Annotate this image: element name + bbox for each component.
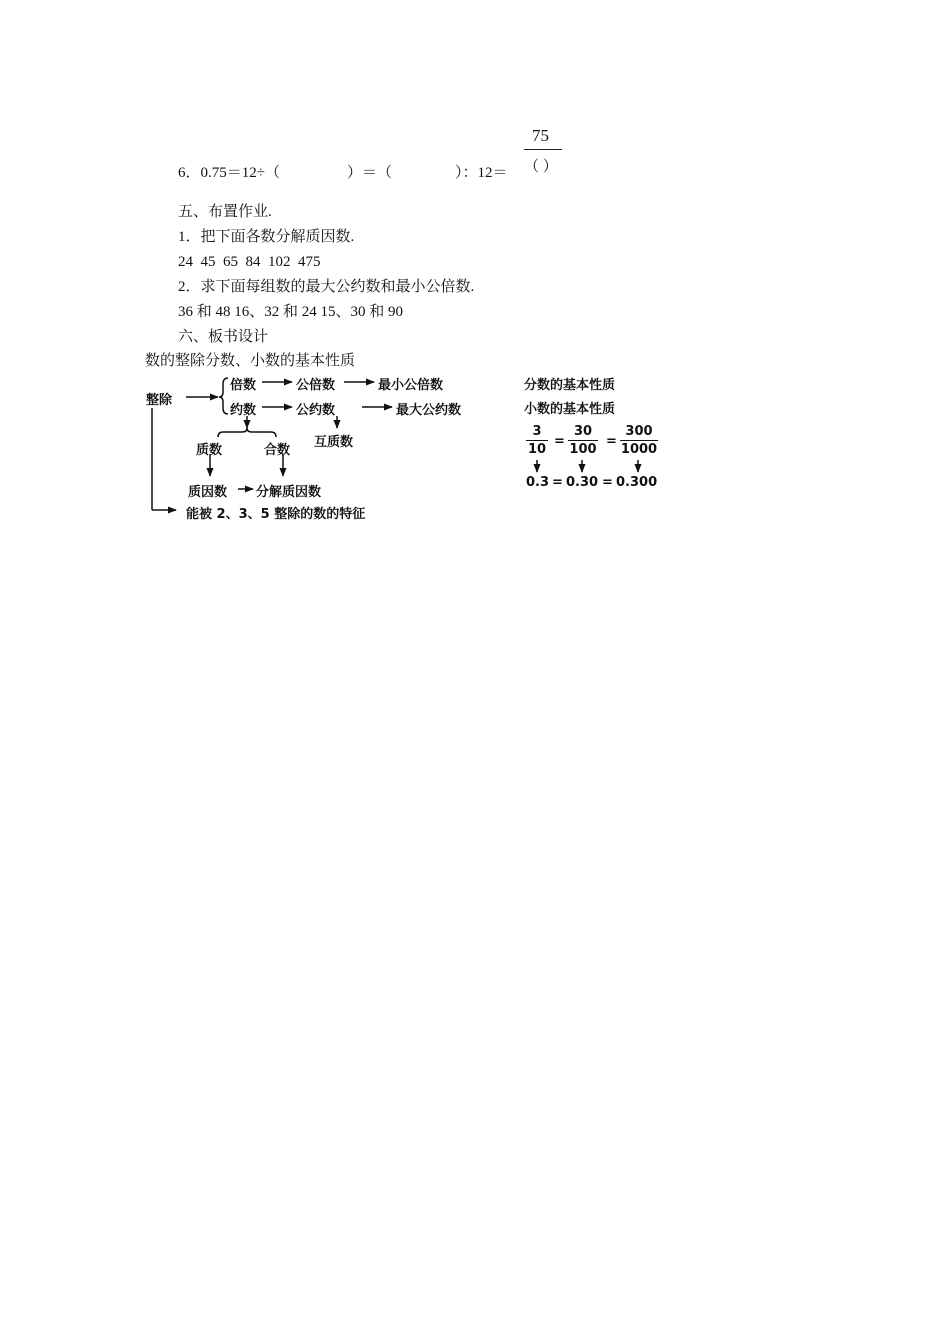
fraction-300-1000-bar bbox=[620, 440, 658, 441]
question-6-part3: ）：12＝ bbox=[455, 165, 508, 181]
decimal-0-3: 0.3 bbox=[526, 475, 550, 490]
fraction-3-10-numerator: 3 bbox=[532, 424, 542, 439]
decimal-0-30: 0.30 bbox=[566, 475, 599, 490]
fraction-3-10 bbox=[526, 424, 548, 457]
homework-numbers: 24 45 65 84 102 475 bbox=[178, 254, 321, 270]
question-6-part2: ）＝（ bbox=[347, 165, 393, 181]
node-prime-factor: 质因数 bbox=[188, 485, 228, 500]
fraction-bar bbox=[524, 149, 562, 150]
equals-sign-1: = bbox=[554, 434, 565, 449]
question-6-part1: 6．0.75＝12÷（ bbox=[178, 165, 280, 181]
fraction-30-100-numerator: 30 bbox=[573, 424, 593, 439]
node-prime: 质数 bbox=[196, 443, 223, 458]
equals-sign-3: = bbox=[552, 475, 563, 490]
section-6-subtitle: 数的整除分数、小数的基本性质 bbox=[145, 353, 356, 369]
node-divisibility-root: 整除 bbox=[146, 393, 173, 408]
decimal-property-label: 小数的基本性质 bbox=[524, 402, 616, 417]
fraction-300-1000-denominator: 1000 bbox=[620, 442, 658, 457]
homework-groups: 36 和 48 16、32 和 24 15、30 和 90 bbox=[178, 304, 404, 320]
decimal-0-300: 0.300 bbox=[616, 475, 658, 490]
fraction-denominator: （ ） bbox=[524, 159, 558, 175]
homework-item-1: 1．把下面各数分解质因数. bbox=[178, 229, 355, 245]
board-diagram bbox=[140, 368, 680, 528]
node-common-multiple: 公倍数 bbox=[296, 378, 336, 393]
node-lcm: 最小公倍数 bbox=[378, 378, 444, 393]
node-gcd: 最大公约数 bbox=[396, 403, 462, 418]
fraction-300-1000-numerator: 300 bbox=[625, 424, 653, 439]
fraction-numerator: 75 bbox=[532, 126, 549, 145]
node-coprime: 互质数 bbox=[314, 435, 354, 450]
node-multiple: 倍数 bbox=[230, 378, 257, 393]
section-5-title: 五、布置作业. bbox=[178, 204, 272, 220]
fraction-3-10-bar bbox=[526, 440, 548, 441]
fraction-3-10-denominator: 10 bbox=[527, 442, 547, 457]
section-6-title: 六、板书设计 bbox=[178, 329, 269, 345]
fraction-30-100 bbox=[568, 424, 598, 457]
node-divisibility-rules: 能被 2、3、5 整除的数的特征 bbox=[186, 507, 366, 522]
fraction-300-1000 bbox=[620, 424, 658, 457]
node-divisor: 约数 bbox=[230, 403, 257, 418]
node-composite: 合数 bbox=[264, 443, 291, 458]
node-factorize: 分解质因数 bbox=[256, 485, 322, 500]
fraction-30-100-bar bbox=[568, 440, 598, 441]
fraction-30-100-denominator: 100 bbox=[569, 442, 597, 457]
fraction-property-label: 分数的基本性质 bbox=[524, 378, 616, 393]
equals-sign-2: = bbox=[606, 434, 617, 449]
equals-sign-4: = bbox=[602, 475, 613, 490]
node-common-divisor: 公约数 bbox=[296, 403, 336, 418]
homework-item-2: 2．求下面每组数的最大公约数和最小公倍数. bbox=[178, 279, 475, 295]
